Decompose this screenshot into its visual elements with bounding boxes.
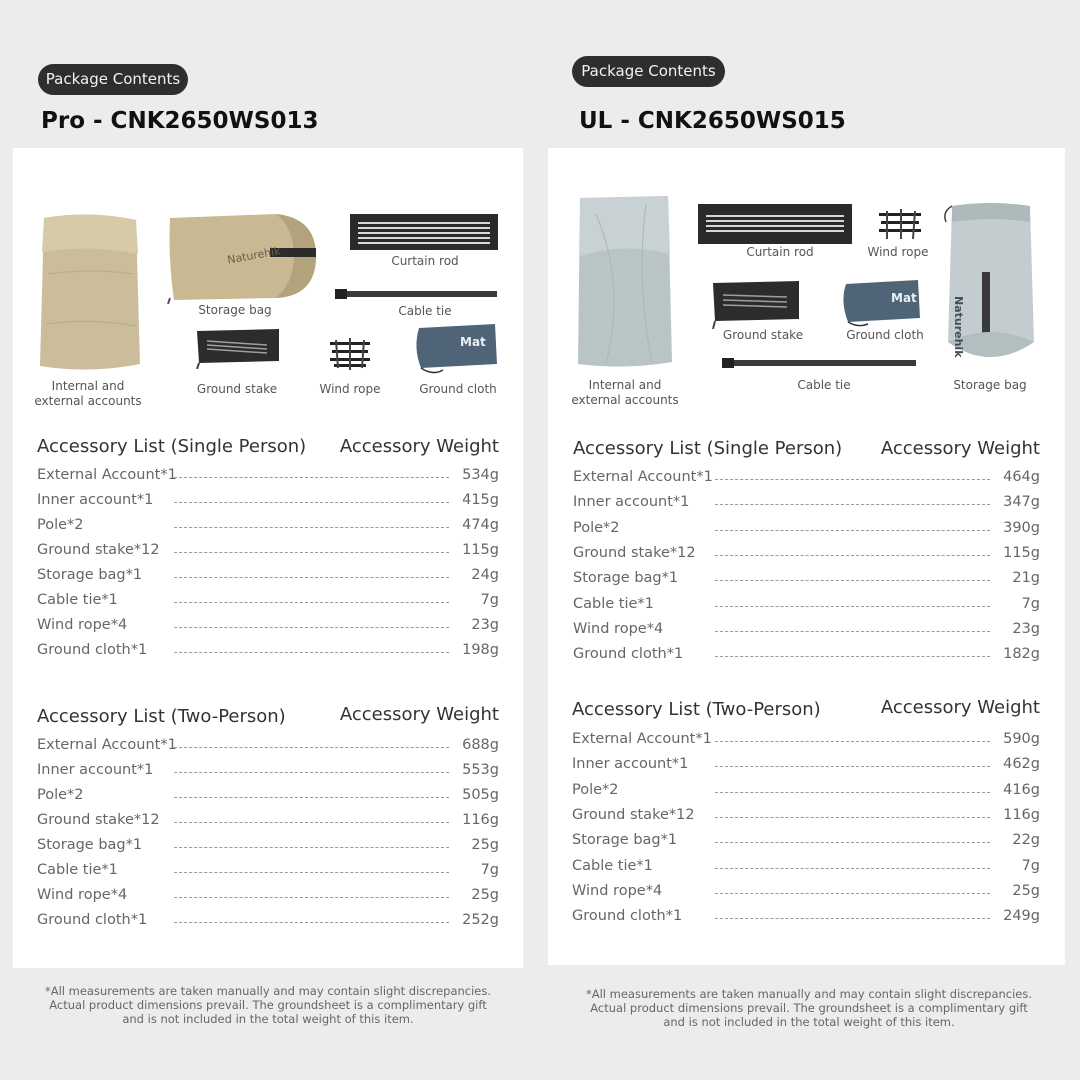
accessory-weight: 182g xyxy=(1003,646,1040,663)
dotted-leader xyxy=(715,530,990,531)
table-row xyxy=(37,467,499,487)
table-row xyxy=(37,592,499,612)
caption-ground-stake-ul: Ground stake xyxy=(722,328,804,342)
dotted-leader xyxy=(715,893,990,894)
accessory-weight: 474g xyxy=(462,517,499,533)
caption-wind-rope-left: Wind rope xyxy=(319,382,381,396)
accessory-weight: 416g xyxy=(1003,781,1040,798)
table-row xyxy=(572,883,1040,903)
table-row xyxy=(572,908,1040,928)
two-list-left xyxy=(37,737,499,937)
dotted-leader xyxy=(174,552,449,553)
table-row xyxy=(37,567,499,587)
accessory-name: Ground cloth*1 xyxy=(37,912,148,928)
dotted-leader xyxy=(715,817,990,818)
dotted-leader xyxy=(174,652,449,653)
footnote-right: *All measurements are taken manually and may contain slight discrepancies. Actual product dimensions prevail. The groundsheet is a complimentary gift and is not included in the total weight of this item. xyxy=(585,987,1033,1029)
table-row xyxy=(37,787,499,807)
dotted-leader xyxy=(715,580,990,581)
table-row xyxy=(572,756,1040,776)
accessory-weight: 23g xyxy=(471,617,499,633)
accessory-weight: 415g xyxy=(462,492,499,508)
table-row xyxy=(37,812,499,832)
caption-accounts: Internal and external accounts xyxy=(34,379,142,408)
curtain-rod-image xyxy=(350,214,500,252)
dotted-leader xyxy=(715,606,990,607)
dotted-leader xyxy=(715,631,990,632)
table-row xyxy=(572,832,1040,852)
accessory-name: Pole*2 xyxy=(37,517,84,533)
footnote-left: *All measurements are taken manually and may contain slight discrepancies. Actual product dimensions prevail. The groundsheet is a complimentary gift and is not included in the total weight of this item. xyxy=(44,984,492,1026)
caption-curtain-rod: Curtain rod xyxy=(391,254,459,268)
dotted-leader xyxy=(174,527,449,528)
table-row xyxy=(572,858,1040,878)
dotted-leader xyxy=(174,627,449,628)
dotted-leader xyxy=(174,847,449,848)
accessory-name: Inner account*1 xyxy=(573,494,690,511)
table-row xyxy=(37,912,499,932)
accessory-weight: 116g xyxy=(1003,806,1040,823)
accessory-weight: 22g xyxy=(1012,832,1040,849)
table-row xyxy=(573,494,1040,514)
accessory-name: Ground stake*12 xyxy=(37,542,160,558)
accessory-weight: 464g xyxy=(1003,469,1040,485)
table-row xyxy=(37,617,499,637)
accessory-weight: 25g xyxy=(471,837,499,853)
dotted-leader xyxy=(715,741,990,742)
table-row xyxy=(572,782,1040,802)
table-row xyxy=(37,862,499,882)
accessory-weight: 553g xyxy=(462,762,499,778)
accessory-weight: 249g xyxy=(1003,908,1040,925)
accessory-weight: 115g xyxy=(462,542,499,558)
accessory-name: Pole*2 xyxy=(573,519,620,536)
dotted-leader xyxy=(715,842,990,843)
accessory-weight: 252g xyxy=(462,912,499,928)
table-row xyxy=(573,646,1040,666)
caption-cable-tie-ul: Cable tie xyxy=(797,378,851,392)
accessory-name: Inner account*1 xyxy=(37,492,154,508)
model-title-left: Pro - CNK2650WS013 xyxy=(41,108,319,134)
accessory-name: Storage bag*1 xyxy=(572,832,678,849)
table-row xyxy=(37,517,499,537)
accessory-weight: 25g xyxy=(1012,882,1040,899)
cable-tie-image-ul xyxy=(722,358,918,368)
table-row xyxy=(573,570,1040,590)
accessory-weight: 390g xyxy=(1003,519,1040,536)
curtain-rod-image-ul xyxy=(698,204,854,246)
accessory-weight: 347g xyxy=(1003,494,1040,511)
ground-cloth-image xyxy=(413,324,499,374)
accessory-name: Cable tie*1 xyxy=(37,592,118,608)
wind-rope-image xyxy=(328,338,372,370)
single-weight-header-left: Accessory Weight xyxy=(339,436,499,457)
dotted-leader xyxy=(174,872,449,873)
ground-stake-image-ul xyxy=(711,281,801,329)
two-weight-header-left: Accessory Weight xyxy=(339,704,499,725)
accessory-name: Ground cloth*1 xyxy=(573,646,684,663)
accessory-weight: 534g xyxy=(462,467,499,483)
table-row xyxy=(37,762,499,782)
accessory-name: Cable tie*1 xyxy=(573,595,654,612)
single-list-title-right: Accessory List (Single Person) xyxy=(573,438,843,459)
accessory-name: Ground cloth*1 xyxy=(572,908,683,925)
mat-label-left: Mat xyxy=(460,335,486,349)
dotted-leader xyxy=(174,502,449,503)
model-title-right: UL - CNK2650WS015 xyxy=(579,108,846,134)
dotted-leader xyxy=(715,504,990,505)
dotted-leader xyxy=(174,747,449,748)
accessory-name: External Account*1 xyxy=(37,737,177,753)
caption-storage-bag-ul: Storage bag xyxy=(953,378,1027,392)
accessory-name: Wind rope*4 xyxy=(37,617,128,633)
accessory-name: Wind rope*4 xyxy=(572,882,663,899)
two-list-right xyxy=(572,731,1040,933)
caption-ground-cloth-left: Ground cloth xyxy=(419,382,497,396)
accessory-name: Cable tie*1 xyxy=(572,857,653,874)
caption-storage-bag: Storage bag xyxy=(198,303,272,317)
single-weight-header-right: Accessory Weight xyxy=(880,438,1040,459)
table-row xyxy=(37,542,499,562)
table-row xyxy=(572,807,1040,827)
accessory-name: Ground stake*12 xyxy=(572,806,695,823)
accessory-weight: 7g xyxy=(480,592,499,608)
dotted-leader xyxy=(715,868,990,869)
package-contents-badge-left: Package Contents xyxy=(38,64,188,95)
mat-label-right: Mat xyxy=(891,291,917,305)
caption-accounts-ul: Internal and external accounts xyxy=(571,378,679,407)
table-row xyxy=(37,492,499,512)
accessory-name: Inner account*1 xyxy=(37,762,154,778)
dotted-leader xyxy=(174,772,449,773)
wind-rope-image-ul xyxy=(877,209,923,241)
dotted-leader xyxy=(715,479,990,480)
two-weight-header-right: Accessory Weight xyxy=(880,697,1040,718)
cable-tie-image xyxy=(335,289,499,299)
table-row xyxy=(573,545,1040,565)
caption-ground-stake-left: Ground stake xyxy=(196,382,278,396)
accessory-name: Storage bag*1 xyxy=(573,570,679,587)
accessory-weight: 116g xyxy=(462,812,499,828)
tent-accounts-image xyxy=(576,194,674,372)
caption-curtain-rod-ul: Curtain rod xyxy=(746,245,814,259)
product-card-right xyxy=(548,148,1065,965)
accessory-name: Pole*2 xyxy=(37,787,84,803)
accessory-name: Wind rope*4 xyxy=(37,887,128,903)
table-row xyxy=(573,621,1040,641)
dotted-leader xyxy=(715,918,990,919)
accessory-weight: 7g xyxy=(1021,857,1040,874)
accessory-weight: 7g xyxy=(480,862,499,878)
accessory-name: Cable tie*1 xyxy=(37,862,118,878)
accessory-name: Ground stake*12 xyxy=(37,812,160,828)
accessory-weight: 24g xyxy=(471,567,499,583)
accessory-name: Inner account*1 xyxy=(572,756,689,773)
dotted-leader xyxy=(715,766,990,767)
package-contents-badge-right: Package Contents xyxy=(572,56,725,87)
dotted-leader xyxy=(715,656,990,657)
tent-accounts-image xyxy=(38,214,142,374)
table-row xyxy=(37,837,499,857)
accessory-weight: 23g xyxy=(1012,620,1040,637)
accessory-name: Pole*2 xyxy=(572,781,619,798)
dotted-leader xyxy=(174,577,449,578)
single-list-right xyxy=(573,469,1040,671)
dotted-leader xyxy=(174,477,449,478)
accessory-name: Ground cloth*1 xyxy=(37,642,148,658)
accessory-name: Wind rope*4 xyxy=(573,620,664,637)
dotted-leader xyxy=(174,822,449,823)
accessory-name: Ground stake*12 xyxy=(573,544,696,561)
accessory-weight: 7g xyxy=(1021,595,1040,612)
accessory-name: External Account*1 xyxy=(37,467,177,483)
accessory-name: Storage bag*1 xyxy=(37,837,143,853)
dotted-leader xyxy=(174,602,449,603)
accessory-weight: 505g xyxy=(462,787,499,803)
two-list-title-left: Accessory List (Two-Person) xyxy=(37,706,286,727)
single-list-title-left: Accessory List (Single Person) xyxy=(37,436,307,457)
accessory-weight: 115g xyxy=(1003,544,1040,561)
dotted-leader xyxy=(174,797,449,798)
caption-wind-rope-ul: Wind rope xyxy=(867,245,929,259)
accessory-weight: 198g xyxy=(462,642,499,658)
ground-stake-image xyxy=(195,329,281,369)
product-card-left xyxy=(13,148,523,968)
table-row xyxy=(37,737,499,757)
single-list-left xyxy=(37,467,499,667)
bag-brand-text-left: Naturehik xyxy=(226,244,282,267)
accessory-weight: 25g xyxy=(471,887,499,903)
accessory-name: External Account*1 xyxy=(573,469,713,485)
accessory-weight: 688g xyxy=(462,737,499,753)
dotted-leader xyxy=(174,897,449,898)
two-list-title-right: Accessory List (Two-Person) xyxy=(572,699,821,720)
dotted-leader xyxy=(715,792,990,793)
accessory-name: Storage bag*1 xyxy=(37,567,143,583)
table-row xyxy=(572,731,1040,751)
accessory-weight: 462g xyxy=(1003,756,1040,773)
table-row xyxy=(37,642,499,662)
table-row xyxy=(37,887,499,907)
table-row xyxy=(573,469,1040,489)
dotted-leader xyxy=(174,922,449,923)
caption-ground-cloth-ul: Ground cloth xyxy=(846,328,924,342)
table-row xyxy=(573,520,1040,540)
accessory-weight: 21g xyxy=(1012,570,1040,587)
bag-brand-text-right: Naturehik xyxy=(952,296,965,358)
accessory-name: External Account*1 xyxy=(572,731,712,747)
accessory-weight: 590g xyxy=(1003,731,1040,747)
caption-cable-tie-left: Cable tie xyxy=(398,304,452,318)
dotted-leader xyxy=(715,555,990,556)
table-row xyxy=(573,596,1040,616)
